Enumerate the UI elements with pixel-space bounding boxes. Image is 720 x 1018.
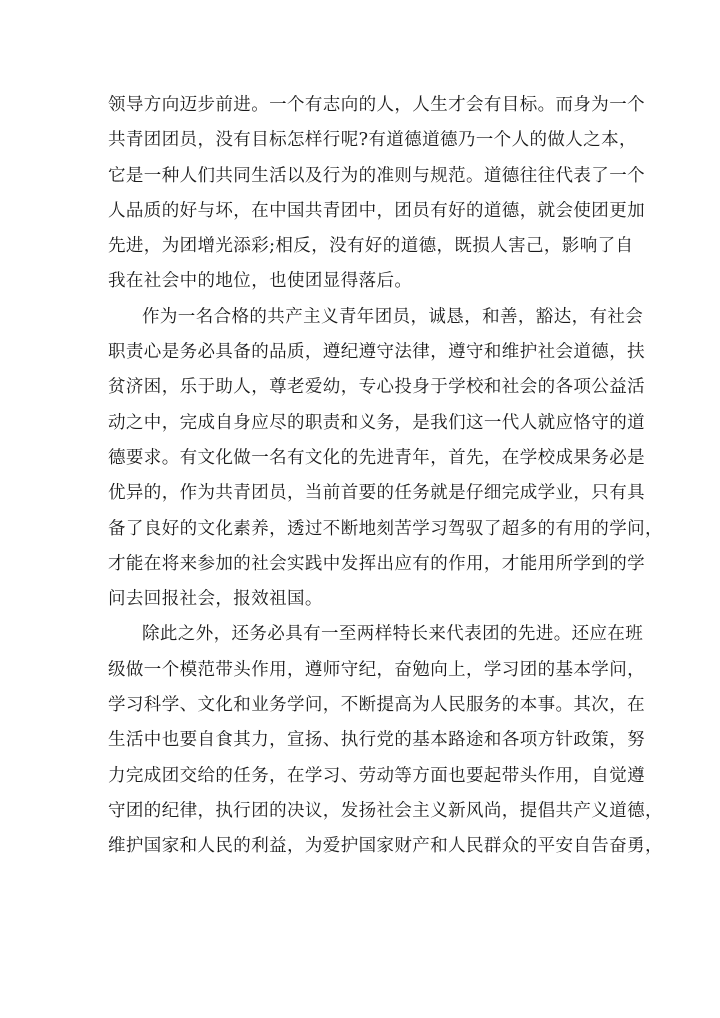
text-line: 维护国家和人民的利益，为爱护国家财产和人民群众的平安自告奋勇， — [108, 836, 663, 857]
text-line: 人品质的好与坏，在中国共青团中，团员有好的道德，就会使团更加 — [108, 200, 645, 221]
text-line: 共青团团员，没有目标怎样行呢?有道德道德乃一个人的做人之本， — [108, 130, 637, 151]
paragraph-start-line: 除此之外，还务必具有一至两样特长来代表团的先进。还应在班 — [142, 624, 644, 645]
paragraph-start-line: 作为一名合格的共产主义青年团员，诚恳，和善，豁达，有社会 — [142, 306, 644, 327]
text-line: 先进，为团增光添彩;相反，没有好的道德，既损人害己，影响了自 — [108, 236, 634, 257]
text-line: 级做一个模范带头作用，遵师守纪，奋勉向上，学习团的基本学问， — [108, 659, 645, 680]
text-line: 学习科学、文化和业务学问，不断提高为人民服务的本事。其次，在 — [108, 695, 645, 716]
text-line: 动之中，完成自身应尽的职责和义务，是我们这一代人就应恪守的道 — [108, 412, 645, 433]
text-line: 力完成团交给的任务，在学习、劳动等方面也要起带头作用，自觉遵 — [108, 765, 645, 786]
text-line: 生活中也要自食其力，宣扬、执行党的基本路途和各项方针政策，努 — [108, 730, 645, 751]
text-line: 职责心是务必具备的品质，遵纪遵守法律，遵守和维护社会道德，扶 — [108, 342, 645, 363]
text-line: 优异的，作为共青团员，当前首要的任务就是仔细完成学业，只有具 — [108, 483, 645, 504]
body-text — [108, 88, 663, 865]
text-line: 德要求。有文化做一名有文化的先进青年，首先，在学校成果务必是 — [108, 447, 645, 468]
text-line: 守团的纪律，执行团的决议，发扬社会主义新风尚，提倡共产义道德， — [108, 800, 663, 821]
text-line: 备了良好的文化素养，透过不断地刻苦学习驾驭了超多的有用的学问， — [108, 518, 663, 539]
text-line: 它是一种人们共同生活以及行为的准则与规范。道德往往代表了一个 — [108, 165, 645, 186]
text-line: 我在社会中的地位，也使团显得落后。 — [108, 271, 413, 292]
text-line: 问去回报社会，报效祖国。 — [108, 589, 323, 610]
text-line: 领导方向迈步前进。一个有志向的人，人生才会有目标。而身为一个 — [108, 95, 645, 115]
text-line: 贫济困，乐于助人，尊老爱幼，专心投身于学校和社会的各项公益活 — [108, 377, 645, 398]
text-line: 才能在将来参加的社会实践中发挥出应有的作用，才能用所学到的学 — [108, 553, 645, 574]
